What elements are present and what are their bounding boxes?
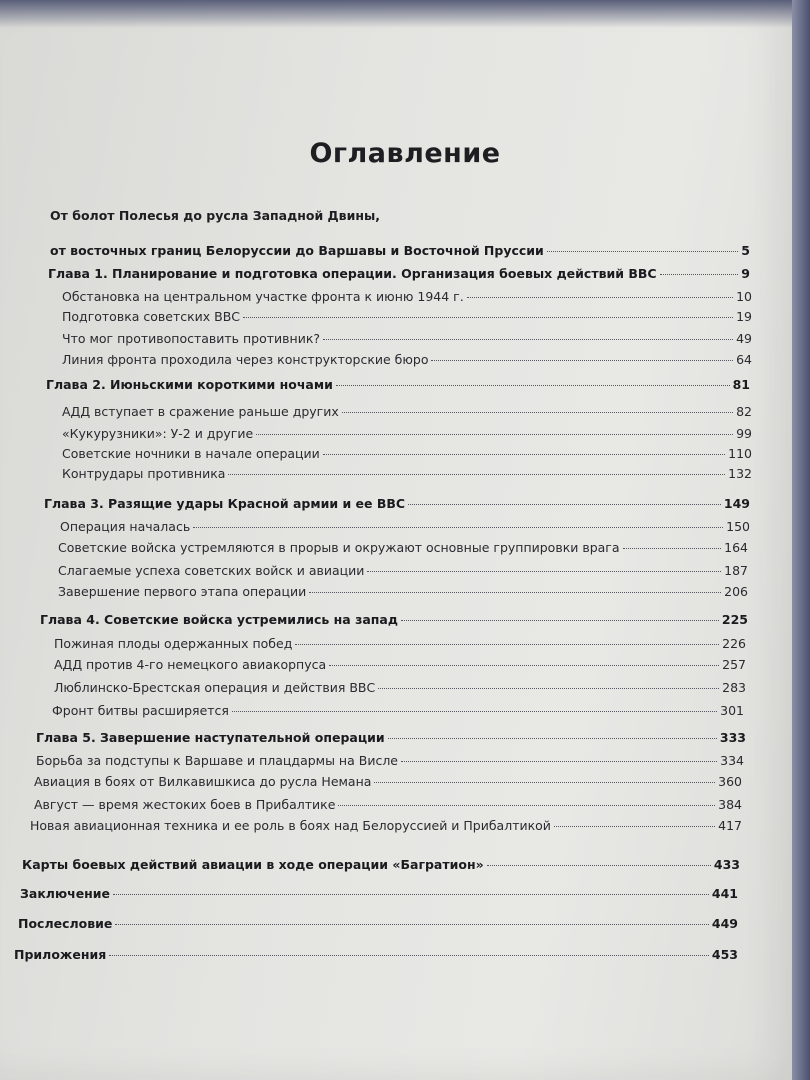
toc-entry-title: Приложения bbox=[14, 947, 107, 962]
toc-chapter-row bbox=[48, 266, 750, 281]
toc-section-row bbox=[54, 636, 746, 651]
toc-chapter-row bbox=[22, 857, 740, 872]
leader-dots bbox=[401, 761, 717, 762]
toc-entry-title: Люблинско-Брестская операция и действия ВВС bbox=[54, 680, 376, 695]
toc-page-number: 333 bbox=[719, 730, 746, 745]
toc-page-number: 81 bbox=[732, 377, 750, 392]
toc-chapter-row bbox=[14, 947, 738, 962]
toc-page-number: 226 bbox=[722, 636, 746, 651]
toc-section-row bbox=[58, 540, 748, 555]
toc-section-row bbox=[52, 703, 744, 718]
toc-entry-title: Фронт битвы расширяется bbox=[52, 703, 229, 718]
toc-entry-title: Советские ночники в начале операции bbox=[62, 446, 320, 461]
toc-page-number: 433 bbox=[713, 857, 740, 872]
intro-line-2: от восточных границ Белоруссии до Варшавы и Восточной Пруссии bbox=[50, 243, 544, 258]
toc-section-row bbox=[62, 404, 752, 419]
toc-entry-title: АДД вступает в сражение раньше других bbox=[62, 404, 339, 419]
toc-chapter-row bbox=[40, 612, 748, 627]
leader-dots bbox=[378, 688, 719, 689]
toc-entry-title: АДД против 4-го немецкого авиакорпуса bbox=[54, 657, 327, 672]
toc-page-number: 384 bbox=[718, 797, 742, 812]
toc-entry-title: Заключение bbox=[20, 886, 111, 901]
leader-dots bbox=[547, 251, 738, 252]
leader-dots bbox=[256, 434, 733, 435]
toc-section-row bbox=[30, 818, 742, 833]
toc-section-row bbox=[36, 753, 744, 768]
leader-dots bbox=[401, 620, 719, 621]
leader-dots bbox=[623, 548, 722, 549]
toc-page-number: 164 bbox=[724, 540, 748, 555]
toc-section-row bbox=[34, 797, 742, 812]
toc-section-row bbox=[62, 309, 752, 324]
toc-entry-title: Что мог противопоставить противник? bbox=[62, 331, 321, 346]
toc-page-number: 132 bbox=[728, 466, 752, 481]
leader-dots bbox=[193, 527, 723, 528]
toc-entry-title: Август — время жестоких боев в Прибалтике bbox=[34, 797, 336, 812]
leader-dots bbox=[554, 826, 715, 827]
leader-dots bbox=[232, 711, 717, 712]
leader-dots bbox=[388, 738, 717, 739]
toc-entry-title: Обстановка на центральном участке фронта к июню 1944 г. bbox=[62, 289, 464, 304]
toc-page-number: 453 bbox=[711, 947, 738, 962]
leader-dots bbox=[309, 592, 721, 593]
leader-dots bbox=[336, 385, 730, 386]
toc-page-number: 360 bbox=[718, 774, 742, 789]
toc-chapter-row bbox=[46, 377, 750, 392]
leader-dots bbox=[329, 665, 719, 666]
leader-dots bbox=[338, 805, 715, 806]
toc-section-row bbox=[62, 331, 752, 346]
toc-page-number: 10 bbox=[736, 289, 752, 304]
toc-page-number: 206 bbox=[724, 584, 748, 599]
toc-section-row bbox=[34, 774, 742, 789]
page-title: Оглавление bbox=[309, 138, 501, 169]
leader-dots bbox=[467, 297, 733, 298]
leader-dots bbox=[660, 274, 739, 275]
toc-page-number: 225 bbox=[721, 612, 748, 627]
toc-section-row bbox=[62, 446, 752, 461]
toc-entry-title: Операция началась bbox=[60, 519, 191, 534]
leader-dots bbox=[109, 955, 709, 956]
leader-dots bbox=[431, 360, 733, 361]
toc-entry-title: Послесловие bbox=[18, 916, 113, 931]
toc-section-row bbox=[62, 466, 752, 481]
toc-entry-title: Новая авиационная техника и ее роль в боях над Белоруссией и Прибалтикой bbox=[30, 818, 551, 833]
toc-entry-title: Линия фронта проходила через конструкторские бюро bbox=[62, 352, 429, 367]
leader-dots bbox=[228, 474, 725, 475]
toc-chapter-row bbox=[18, 916, 738, 931]
leader-dots bbox=[295, 644, 719, 645]
toc-page-number: 417 bbox=[718, 818, 742, 833]
leader-dots bbox=[243, 317, 733, 318]
toc-page-number: 82 bbox=[736, 404, 752, 419]
leader-dots bbox=[408, 504, 721, 505]
leader-dots bbox=[367, 571, 721, 572]
toc-section-row bbox=[54, 657, 746, 672]
toc-page-number: 64 bbox=[736, 352, 752, 367]
toc-page-number: 149 bbox=[723, 496, 750, 511]
toc-page-number: 99 bbox=[736, 426, 752, 441]
toc-entry-title: Карты боевых действий авиации в ходе операции «Багратион» bbox=[22, 857, 484, 872]
toc-entry-title: Борьба за подступы к Варшаве и плацдармы на Висле bbox=[36, 753, 398, 768]
leader-dots bbox=[323, 454, 725, 455]
leader-dots bbox=[374, 782, 715, 783]
toc-page-number: 150 bbox=[726, 519, 750, 534]
toc-page-number: 441 bbox=[711, 886, 738, 901]
toc-chapter-row bbox=[44, 496, 750, 511]
toc-page-number: 9 bbox=[741, 266, 750, 281]
toc-page-number: 257 bbox=[722, 657, 746, 672]
toc-entry-title: Глава 5. Завершение наступательной операции bbox=[36, 730, 385, 745]
toc-page-number: 187 bbox=[724, 563, 748, 578]
toc-page-number: 283 bbox=[722, 680, 746, 695]
leader-dots bbox=[115, 924, 709, 925]
toc-entry-title: Контрудары противника bbox=[62, 466, 226, 481]
toc-section-row bbox=[60, 519, 750, 534]
toc-entry-title: Глава 3. Разящие удары Красной армии и ее ВВС bbox=[44, 496, 406, 511]
toc-page-number: 110 bbox=[728, 446, 752, 461]
toc-section-row bbox=[62, 426, 752, 441]
leader-dots bbox=[487, 865, 711, 866]
toc-section-row bbox=[58, 563, 748, 578]
toc-page-number: 19 bbox=[736, 309, 752, 324]
toc-entry-title: Глава 4. Советские войска устремились на запад bbox=[40, 612, 398, 627]
toc-section-row bbox=[62, 352, 752, 367]
toc-chapter-row bbox=[36, 730, 746, 745]
leader-dots bbox=[323, 339, 733, 340]
toc-entry-title: Советские войска устремляются в прорыв и окружают основные группировки врага bbox=[58, 540, 620, 555]
toc-entry-title: Завершение первого этапа операции bbox=[58, 584, 307, 599]
toc-section-row bbox=[54, 680, 746, 695]
intro-line-2-row bbox=[50, 243, 750, 258]
toc-page-number: 449 bbox=[711, 916, 738, 931]
toc-entry-title: Глава 1. Планирование и подготовка операции. Организация боевых действий ВВС bbox=[48, 266, 657, 281]
toc-entry-title: «Кукурузники»: У-2 и другие bbox=[62, 426, 254, 441]
toc-entry-title: Пожиная плоды одержанных побед bbox=[54, 636, 293, 651]
toc-entry-title: Слагаемые успеха советских войск и авиации bbox=[58, 563, 365, 578]
toc-section-row bbox=[58, 584, 748, 599]
toc-section-row bbox=[62, 289, 752, 304]
leader-dots bbox=[342, 412, 733, 413]
toc-entry-title: Глава 2. Июньскими короткими ночами bbox=[46, 377, 333, 392]
toc-page-number: 49 bbox=[736, 331, 752, 346]
toc-chapter-row bbox=[20, 886, 738, 901]
toc-entry-title: Подготовка советских ВВС bbox=[62, 309, 241, 324]
page-top-shadow bbox=[0, 0, 810, 28]
leader-dots bbox=[113, 894, 709, 895]
intro-line-1: От болот Полесья до русла Западной Двины, bbox=[50, 208, 381, 223]
intro-page-number: 5 bbox=[741, 243, 750, 258]
toc-entry-title: Авиация в боях от Вилкавишкиса до русла Немана bbox=[34, 774, 372, 789]
toc-page-number: 301 bbox=[720, 703, 744, 718]
toc-page-number: 334 bbox=[720, 753, 744, 768]
